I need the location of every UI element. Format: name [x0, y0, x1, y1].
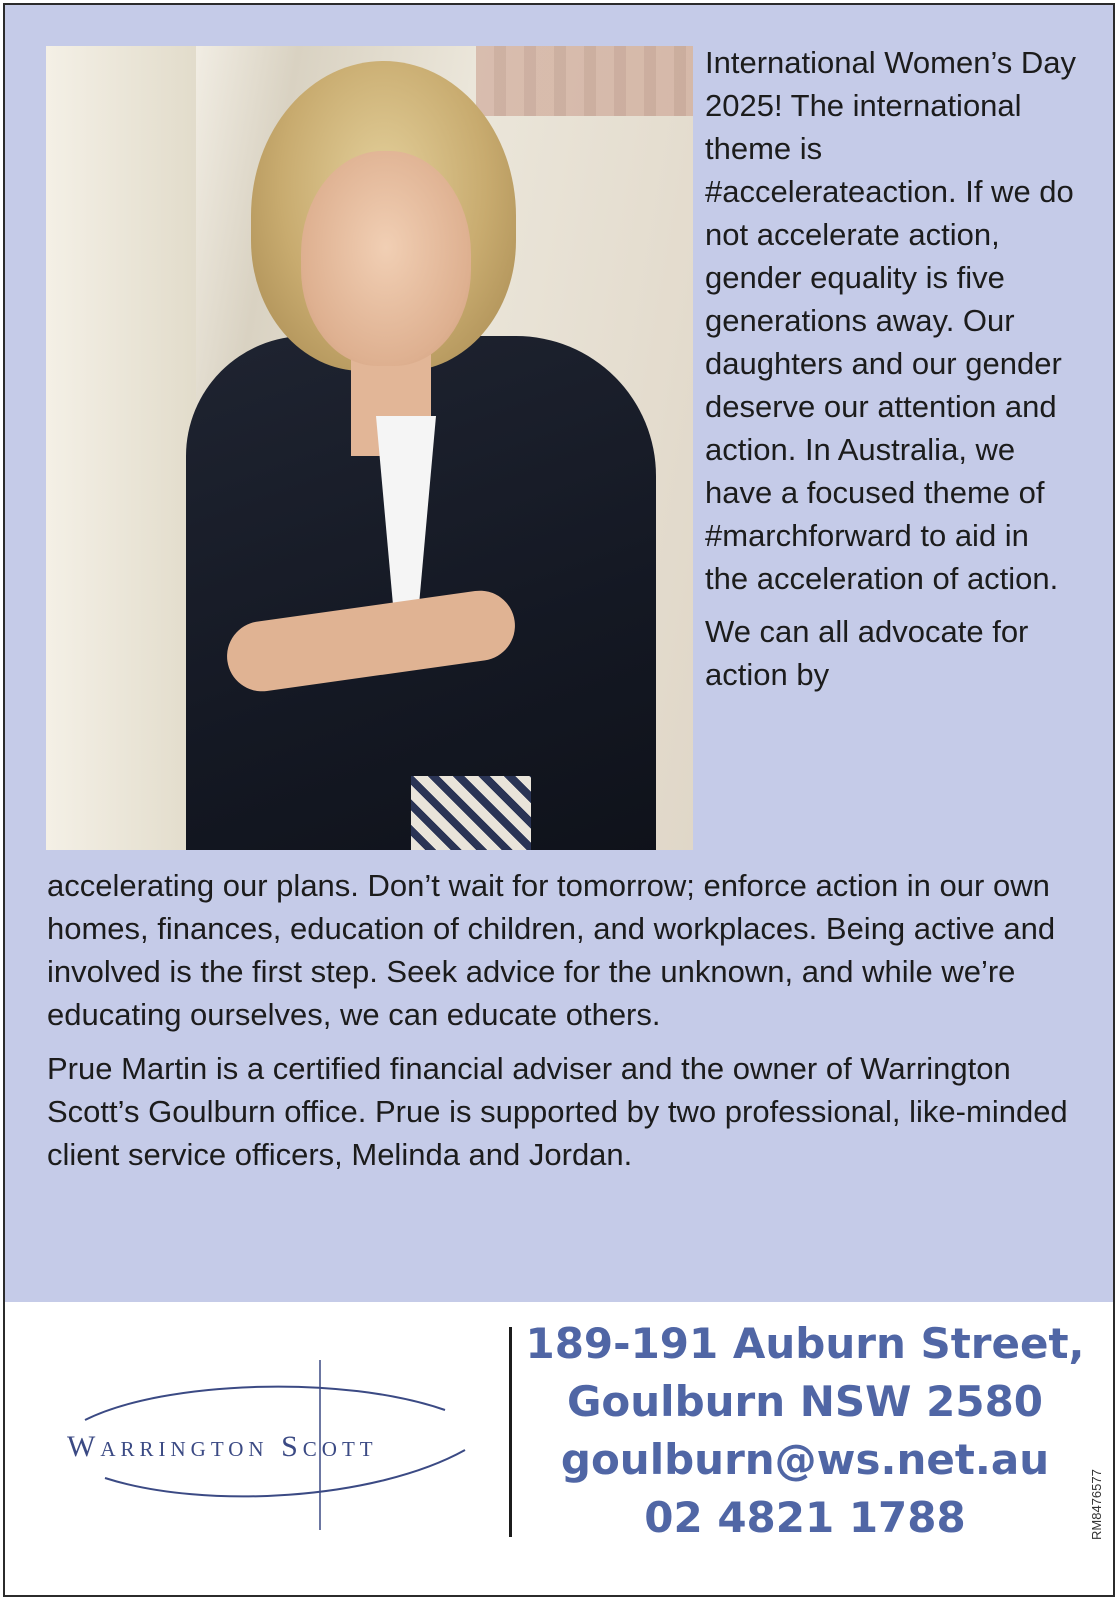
contact-divider [509, 1327, 512, 1537]
article-panel [5, 5, 1113, 1302]
article-column-text [705, 41, 1080, 706]
article-paragraph-1: International Women’s Day 2025! The international theme is #accelerateaction. If we do not accelerate action, gender equality is five generations away. Our daughters and our gender deserve our attention and action. In Australia, we have a focused theme of #marchforward to aid in the acceleration of action. [705, 45, 1077, 596]
ad-reference-code: RM8476577 [1089, 1469, 1104, 1540]
article-paragraph-2-continued: accelerating our plans. Don’t wait for tomorrow; enforce action in our own homes, finances, education of children, and workplaces. Being active and involved is the first step. Seek advice for the unknown, and while we’re educating ourselves, we can educate others. [47, 868, 1056, 1032]
portrait-photo [46, 46, 693, 850]
warrington-scott-logo [45, 1350, 485, 1540]
advertisement [3, 3, 1115, 1597]
email-address[interactable]: goulburn@ws.net.au [560, 1435, 1050, 1484]
contact-block [525, 1315, 1085, 1547]
article-paragraph-2-start: We can all advocate for action by [705, 614, 1029, 692]
article-paragraph-3: Prue Martin is a certified financial adviser and the owner of Warrington Scott’s Goulburn office. Prue is supported by two professional, like-minded client service officers, Melinda and Jordan. [47, 1051, 1068, 1172]
address-line-2: Goulburn NSW 2580 [566, 1377, 1044, 1426]
article-full-text [47, 864, 1087, 1187]
logo-wordmark: Warrington Scott [67, 1430, 378, 1463]
phone-number[interactable]: 02 4821 1788 [644, 1493, 966, 1542]
address-line-1: 189-191 Auburn Street, [525, 1319, 1085, 1368]
